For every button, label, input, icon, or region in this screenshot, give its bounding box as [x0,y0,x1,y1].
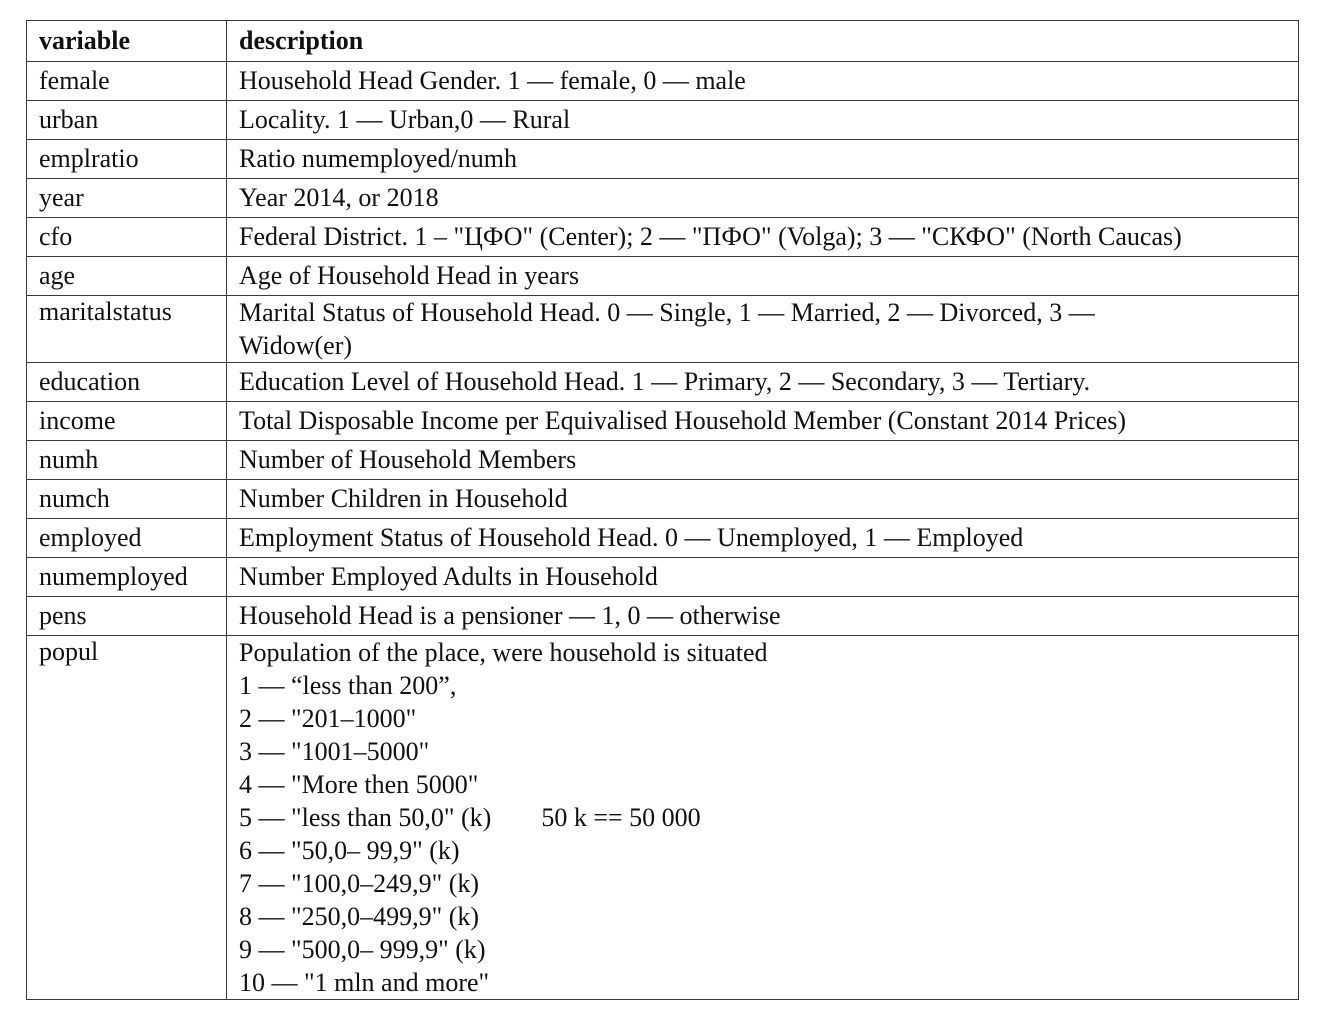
table-row [27,558,1299,597]
variable-cell: income [27,402,227,441]
description-line: 9 — "500,0– 999,9" (k) [239,935,486,964]
description-line: Marital Status of Household Head. 0 — Single, 1 — Married, 2 — Divorced, 3 — [239,298,1095,327]
description-cell: Federal District. 1 – "ЦФО" (Center); 2 — "ПФО" (Volga); 3 — "СКФО" (North Caucas) [227,218,1299,257]
description-line: 8 — "250,0–499,9" (k) [239,902,480,931]
table-row [27,363,1299,402]
description-line: 1 — “less than 200”, [239,671,457,700]
table-row [27,218,1299,257]
document-page [26,20,1299,1000]
header-variable: variable [27,21,227,62]
variable-cell: numch [27,480,227,519]
variable-cell: employed [27,519,227,558]
variable-cell: emplratio [27,140,227,179]
description-cell: Number Children in Household [227,480,1299,519]
description-line: 7 — "100,0–249,9" (k) [239,869,480,898]
table-row [27,597,1299,636]
table-row [27,636,1299,1000]
table-row [27,441,1299,480]
variable-cell: pens [27,597,227,636]
description-cell: Number Employed Adults in Household [227,558,1299,597]
variable-cell: numh [27,441,227,480]
table-row [27,140,1299,179]
description-cell: Year 2014, or 2018 [227,179,1299,218]
description-line: 6 — "50,0– 99,9" (k) [239,836,460,865]
variable-cell: female [27,62,227,101]
variable-cell: numemployed [27,558,227,597]
description-cell [227,296,1299,363]
description-cell: Employment Status of Household Head. 0 — Unemployed, 1 — Employed [227,519,1299,558]
description-line: Population of the place, were household is situated [239,638,768,667]
variable-cell: maritalstatus [27,296,227,363]
variable-cell: cfo [27,218,227,257]
description-cell: Household Head Gender. 1 — female, 0 — male [227,62,1299,101]
description-cell: Number of Household Members [227,441,1299,480]
variable-cell: age [27,257,227,296]
table-row [27,179,1299,218]
description-line [239,801,1298,834]
description-cell: Household Head is a pensioner — 1, 0 — otherwise [227,597,1299,636]
variable-cell: education [27,363,227,402]
description-cell: Ratio numemployed/numh [227,140,1299,179]
table-row [27,519,1299,558]
table-row [27,62,1299,101]
variable-cell: year [27,179,227,218]
description-line: Widow(er) [239,331,353,360]
description-line: 2 — "201–1000" [239,704,417,733]
scale-note: 50 k == 50 000 [541,803,701,832]
variables-table [26,20,1299,1000]
description-line: 3 — "1001–5000" [239,737,430,766]
variable-cell: urban [27,101,227,140]
description-cell: Age of Household Head in years [227,257,1299,296]
description-line-text: 5 — "less than 50,0" (k) [239,803,492,832]
table-row [27,101,1299,140]
variable-cell: popul [27,636,227,1000]
description-cell [227,636,1299,1000]
table-row [27,257,1299,296]
table-header-row [27,21,1299,62]
table-row [27,402,1299,441]
description-cell: Total Disposable Income per Equivalised Household Member (Constant 2014 Prices) [227,402,1299,441]
description-cell: Locality. 1 — Urban,0 — Rural [227,101,1299,140]
description-line: 10 — "1 mln and more" [239,968,490,997]
table-row [27,296,1299,363]
description-cell: Education Level of Household Head. 1 — Primary, 2 — Secondary, 3 — Tertiary. [227,363,1299,402]
description-line: 4 — "More then 5000" [239,770,479,799]
header-description: description [227,21,1299,62]
table-row [27,480,1299,519]
